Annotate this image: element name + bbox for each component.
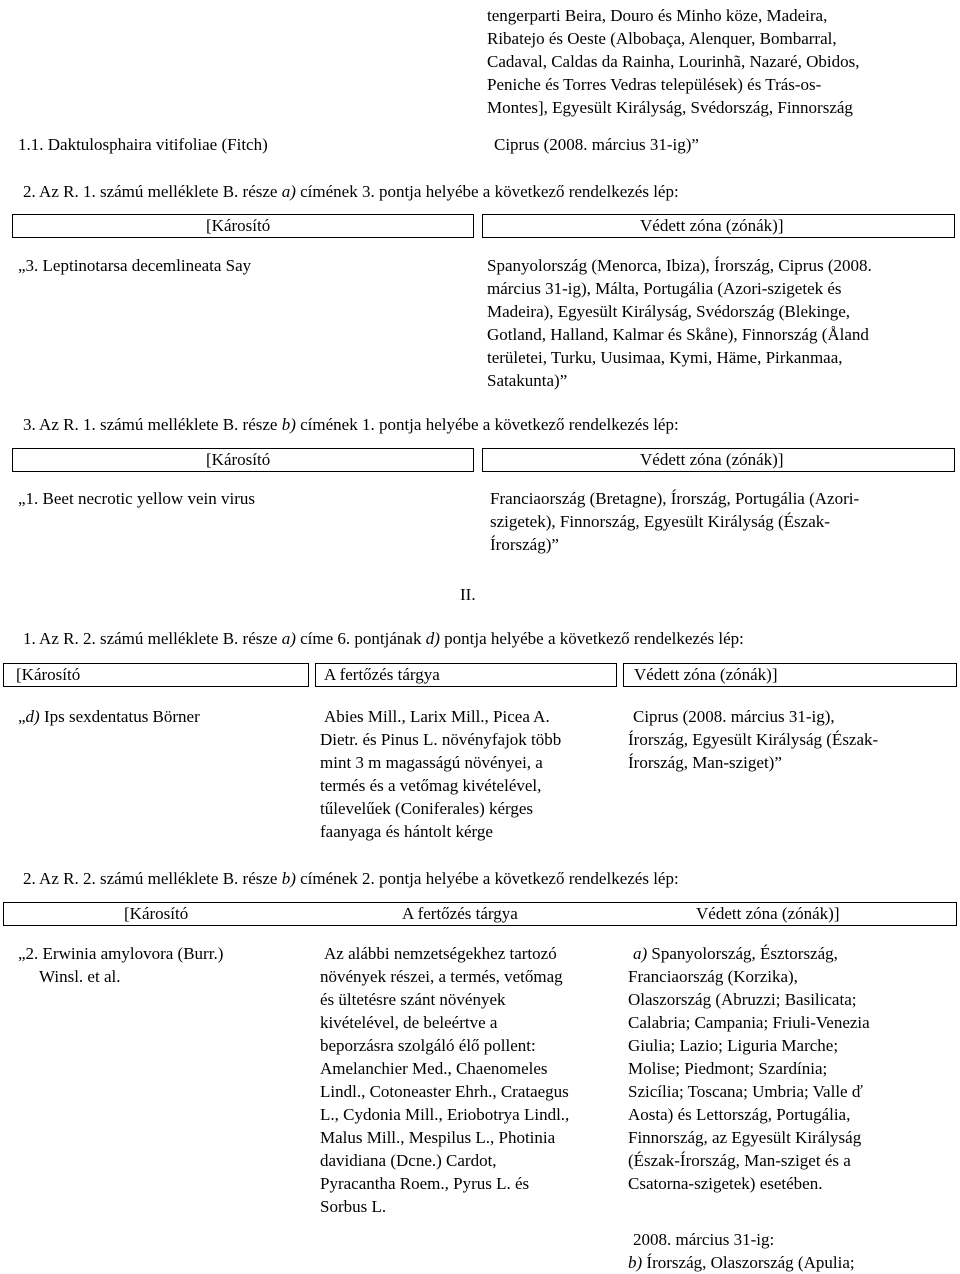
entry-zone-ciprus: Ciprus (2008. március 31-ig)” (494, 135, 699, 154)
text-line: március 31-ig), Málta, Portugália (Azori-szigetek és (487, 279, 842, 298)
text-line: Calabria; Campania; Friuli-Venezia (628, 1013, 870, 1032)
section3-header-col2 (315, 663, 617, 687)
text-line: Az alábbi nemzetségekhez tartozó (324, 944, 557, 963)
text-line: tengerparti Beira, Douro és Minho köze, Madeira, (487, 6, 828, 25)
text-line: beporzásra szolgáló élő pollent: (320, 1036, 536, 1055)
entry-pest-beet-virus: „1. Beet necrotic yellow vein virus (18, 489, 255, 508)
section3-header-col3 (623, 663, 957, 687)
text-line: Aosta) és Lettország, Portugália, (628, 1105, 851, 1124)
header-label: [Károsító (124, 904, 189, 923)
header-label: Védett zóna (zónák)] (640, 216, 784, 235)
entry-host-ips (320, 705, 620, 843)
text-line: mint 3 m magasságú növényei, a (320, 753, 543, 772)
text-line: Giulia; Lazio; Liguria Marche; (628, 1036, 839, 1055)
text-line: Írország)” (490, 535, 559, 554)
entry-zone-erwinia-b: b) Írország, Olaszország (Apulia; (628, 1253, 855, 1272)
text-line: Satakunta)” (487, 371, 568, 390)
text-line: Pyracantha Roem., Pyrus L. és (320, 1174, 530, 1193)
section4-header-row (3, 902, 957, 926)
text-line: Cadaval, Caldas da Rainha, Lourinhã, Nazaré, Obidos, (487, 52, 860, 71)
text-line: davidiana (Dcne.) Cardot, (320, 1151, 497, 1170)
section3-instruction: 1. Az R. 2. számú melléklete B. része a) címe 6. pontjának d) pontja helyébe a következő rendelkezés lép: (23, 629, 744, 648)
header-label: Védett zóna (zónák)] (640, 450, 784, 469)
text-line: területei, Turku, Uusimaa, Kymi, Häme, Pirkanmaa, (487, 348, 843, 367)
text-line: Írország, Egyesült Királyság (Észak- (628, 730, 879, 749)
text-line: Amelanchier Med., Chaenomeles (320, 1059, 548, 1078)
text-line: a) Spanyolország, Észtország, (633, 944, 838, 963)
header-label: A fertőzés tárgya (324, 665, 440, 684)
header-label: A fertőzés tárgya (402, 904, 518, 923)
entry-zone-leptinotarsa (487, 254, 957, 392)
top-continuation-text (487, 4, 957, 119)
text-line: Madeira), Egyesült Királyság, Svédország (Blekinge, (487, 302, 851, 321)
header-label: [Károsító (206, 216, 271, 235)
section1-header-col1 (12, 214, 474, 238)
text-line: „2. Erwinia amylovora (Burr.) (18, 944, 224, 963)
entry-pest-daktulosphaira: 1.1. Daktulosphaira vitifoliae (Fitch) (18, 135, 268, 154)
text-line: tűlevelűek (Coniferales) kérges (320, 799, 534, 818)
text-line: Winsl. et al. (39, 967, 121, 986)
header-label: Védett zóna (zónák)] (634, 665, 778, 684)
text-line: Franciaország (Korzika), (628, 967, 798, 986)
text-line: faanyaga és hántolt kérge (320, 822, 493, 841)
entry-pest-ips: „d) Ips sexdentatus Börner (18, 707, 200, 726)
text-line: Írország, Man-sziget)” (628, 753, 782, 772)
entry-pest-leptinotarsa: „3. Leptinotarsa decemlineata Say (18, 256, 252, 275)
text-line: Molise; Piedmont; Szardínia; (628, 1059, 828, 1078)
section2-header-col1 (12, 448, 474, 472)
text-line: Ribatejo és Oeste (Albobaça, Alenquer, Bombarral, (487, 29, 837, 48)
text-line: növények részei, a termés, vetőmag (320, 967, 563, 986)
text-line: Ciprus (2008. március 31-ig), (633, 707, 835, 726)
text-line: Csatorna-szigetek) esetében. (628, 1174, 823, 1193)
text-line: kivételével, de beleértve a (320, 1013, 498, 1032)
text-line: Malus Mill., Mespilus L., Photinia (320, 1128, 556, 1147)
section2-instruction: 3. Az R. 1. számú melléklete B. része b) címének 1. pontja helyébe a következő rendelkezés lép: (23, 415, 679, 434)
header-label: [Károsító (206, 450, 271, 469)
text-line: Lindl., Cotoneaster Ehrh., Crataegus (320, 1082, 569, 1101)
text-line: Dietr. és Pinus L. növényfajok több (320, 730, 562, 749)
section2-header-col2 (482, 448, 955, 472)
text-line: Gotland, Halland, Kalmar és Skåne), Finnország (Åland (487, 325, 869, 344)
text-line: termés és a vetőmag kivételével, (320, 776, 542, 795)
section3-header-col1 (3, 663, 309, 687)
text-line: Franciaország (Bretagne), Írország, Portugália (Azori- (490, 489, 860, 508)
text-line: szigetek), Finnország, Egyesült Királyság (Észak- (490, 512, 830, 531)
entry-zone-beet-virus (490, 487, 956, 556)
text-line: Szicília; Toscana; Umbria; Valle ď (628, 1082, 863, 1101)
entry-host-erwinia (320, 942, 620, 1218)
entry-pest-erwinia (18, 942, 223, 988)
part-heading: II. (460, 585, 476, 604)
text-line: L., Cydonia Mill., Eriobotrya Lindl., (320, 1105, 570, 1124)
header-label: [Károsító (16, 665, 81, 684)
text-line: Finnország, az Egyesült Királyság (628, 1128, 862, 1147)
section1-instruction: 2. Az R. 1. számú melléklete B. része a) címének 3. pontja helyébe a következő rendelkezés lép: (23, 182, 679, 201)
entry-zone-ips (628, 705, 958, 774)
text-line: Peniche és Torres Vedras települések) és Trás-os- (487, 75, 822, 94)
text-line: (Észak-Írország, Man-sziget és a (628, 1151, 851, 1170)
text-line: Sorbus L. (320, 1197, 387, 1216)
section4-instruction: 2. Az R. 2. számú melléklete B. része b) címének 2. pontja helyébe a következő rendelkezés lép: (23, 869, 679, 888)
text-line: Abies Mill., Larix Mill., Picea A. (324, 707, 550, 726)
text-line: és ültetésre szánt növények (320, 990, 506, 1009)
entry-zone-erwinia (628, 942, 958, 1195)
entry-zone-erwinia-after-date: 2008. március 31-ig: (633, 1230, 775, 1249)
header-label: Védett zóna (zónák)] (696, 904, 840, 923)
text-line: Montes], Egyesült Királyság, Svédország, Finnország (487, 98, 853, 117)
text-line: Spanyolország (Menorca, Ibiza), Írország, Ciprus (2008. (487, 256, 872, 275)
section1-header-col2 (482, 214, 955, 238)
text-line: Olaszország (Abruzzi; Basilicata; (628, 990, 857, 1009)
